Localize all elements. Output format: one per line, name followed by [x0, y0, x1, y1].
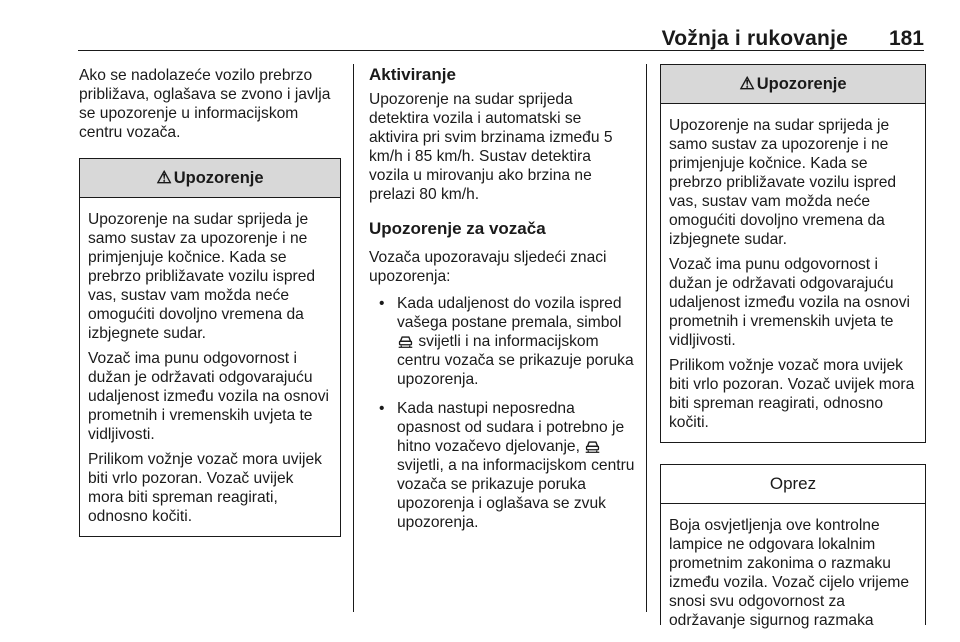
warning-box-body — [80, 198, 340, 536]
bullet-icon: • — [379, 295, 385, 312]
page-number: 181 — [888, 27, 924, 50]
warning-paragraph: Prilikom vožnje vozač mora uvijek biti vrlo pozoran. Vozač uvijek mora biti spreman reagirati, odnosno kočiti. — [88, 451, 322, 525]
warning-paragraph: Vozač ima punu odgovornost i dužan je održavati odgovarajuću udaljenost između vozila na osnovi prometnih i vremenskih uvjeta te vidljivosti. — [669, 256, 910, 349]
warning-title: Upozorenje — [173, 169, 264, 187]
column-left — [79, 62, 341, 537]
caution-box — [660, 464, 926, 629]
vehicle-ahead-indicator-icon — [397, 332, 414, 349]
warning-box — [79, 158, 341, 537]
column-middle — [369, 62, 635, 542]
warning-paragraph: Prilikom vožnje vozač mora uvijek biti vrlo pozoran. Vozač uvijek mora biti spreman reagirati, odnosno kočiti. — [669, 357, 915, 431]
column-divider — [353, 64, 354, 612]
header-rule — [78, 50, 924, 51]
page-header — [0, 0, 960, 54]
warning-triangle-icon: ⚠ — [156, 168, 172, 187]
activation-heading: Aktiviranje — [369, 65, 456, 84]
bullet-icon: • — [379, 400, 385, 417]
driver-warning-intro: Vozača upozoravaju sljedeći znaci upozorenja: — [369, 249, 607, 285]
list-item: • Kada nastupi neposredna opasnost od sudara i potrebno je hitno vozačevo djelovanje, svijetli, a na informacijskom centru vozača se prikazuje poruka upozorenja i oglašava se zvuk upozorenja. — [379, 400, 635, 531]
warning-box-body — [661, 104, 925, 442]
warning-paragraph: Upozorenje na sudar sprijeda je samo sustav za upozorenje i ne primjenjuje kočnice. Kada se prebrzo približavate vozilu ispred vas, sustav vam možda neće omogućiti dovoljno vremena da izbjegnete sudar. — [88, 211, 316, 342]
driver-warning-heading: Upozorenje za vozača — [369, 219, 546, 238]
warning-box-header — [80, 159, 340, 198]
warning-triangle-icon: ⚠ — [739, 74, 755, 93]
warning-box — [660, 64, 926, 443]
warning-signs-list — [369, 294, 635, 532]
caution-paragraph: Boja osvjetljenja ove kontrolne lampice ne odgovara lokalnim prometnim zakonima o razmaku između vozila. Vozač cijelo vrijeme snosi svu odgovornost za održavanje sigurnog razmaka — [669, 517, 910, 629]
intro-paragraph: Ako se nadolazeće vozilo prebrzo približava, oglašava se zvono i javlja se upozorenje u informacijskom centru vozača. — [79, 67, 331, 141]
warning-box-header — [661, 65, 925, 104]
activation-paragraph: Upozorenje na sudar sprijeda detektira vozila i automatski se aktivira pri svim brzinama između 5 km/h i 85 km/h. Sustav detektira vozila u mirovanju ako brzina ne prelazi 80 km/h. — [369, 91, 613, 203]
warning-title: Upozorenje — [756, 75, 847, 93]
caution-box-body — [661, 504, 925, 640]
section-title: Vožnja i rukovanje — [661, 27, 848, 50]
caution-box-header: Oprez — [661, 465, 925, 504]
list-item: • Kada udaljenost do vozila ispred vašega postane premala, simbol svijetli i na informacijskom centru vozača se prikazuje poruka upozorenja. — [379, 295, 634, 388]
warning-paragraph: Vozač ima punu odgovornost i dužan je održavati odgovarajuću udaljenost između vozila na osnovi prometnih i vremenskih uvjeta te vidljivosti. — [88, 350, 329, 443]
vehicle-ahead-indicator-icon — [584, 437, 601, 454]
column-right — [660, 62, 926, 629]
column-divider — [646, 64, 647, 612]
warning-paragraph: Upozorenje na sudar sprijeda je samo sustav za upozorenje i ne primjenjuje kočnice. Kada se prebrzo približavate vozilu ispred vas, sustav vam možda neće omogućiti dovoljno vremena da izbjegnete sudar. — [669, 117, 897, 248]
